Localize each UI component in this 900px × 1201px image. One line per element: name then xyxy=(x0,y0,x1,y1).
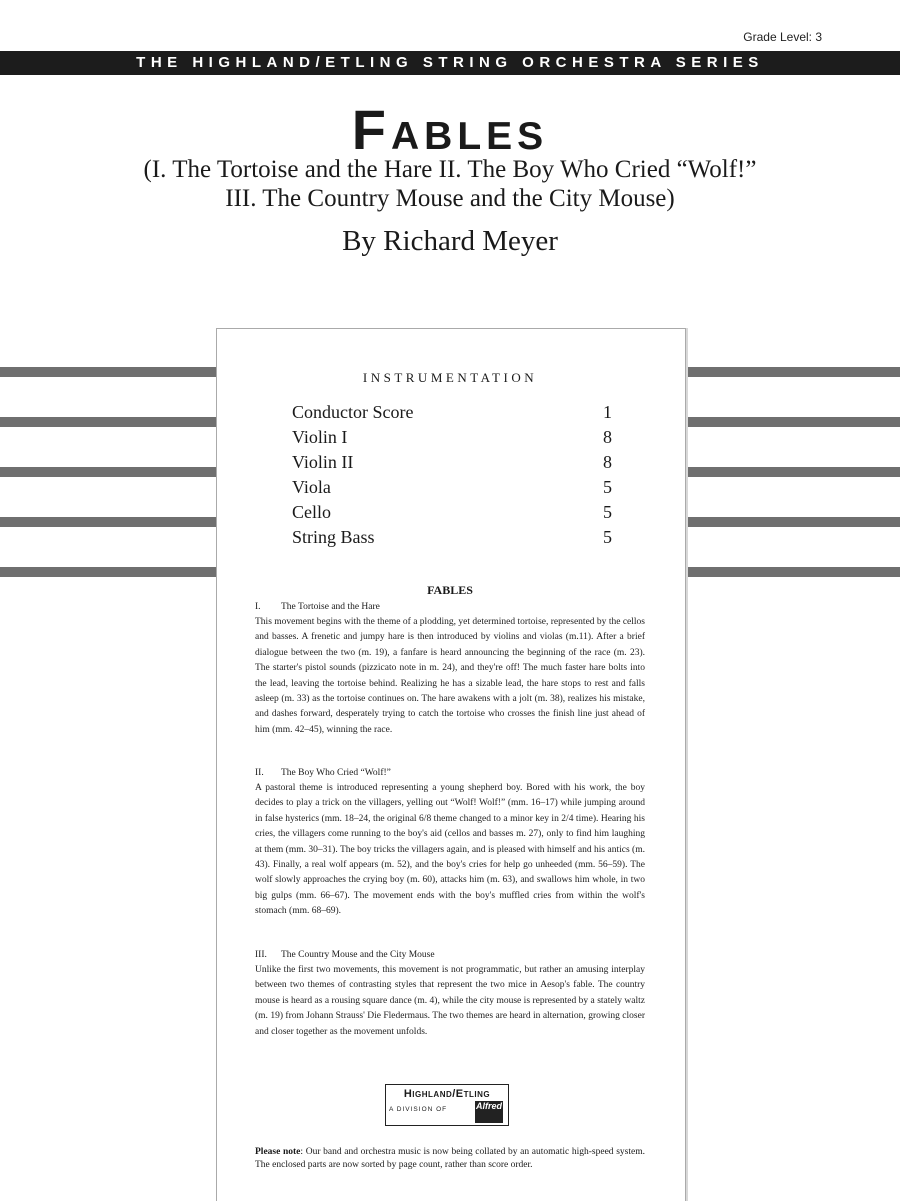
series-banner: THE HIGHLAND/ETLING STRING ORCHESTRA SERIES xyxy=(0,51,900,75)
instrumentation-heading: INSTRUMENTATION xyxy=(362,370,538,385)
subtitle-line-1: (I. The Tortoise and the Hare II. The Boy Who Cried “Wolf!” xyxy=(143,156,757,183)
instrument-row xyxy=(292,402,612,427)
logo-division-text: A DIVISION OF xyxy=(389,1106,448,1113)
staff-stripe xyxy=(0,567,216,577)
logo-publisher-name: Highland/Etling xyxy=(403,1088,491,1100)
instrument-row xyxy=(292,502,612,527)
staff-stripe xyxy=(686,517,900,527)
page-title: Fables xyxy=(351,98,549,161)
instrument-name: Violin I xyxy=(292,427,348,447)
movement-heading xyxy=(255,602,380,612)
instrument-quantity: 5 xyxy=(603,477,612,497)
instrument-quantity: 8 xyxy=(603,452,612,472)
movement-title: The Country Mouse and the City Mouse xyxy=(281,950,435,960)
instrument-name: Conductor Score xyxy=(292,402,414,422)
grade-level: Grade Level: 3 xyxy=(743,30,822,44)
movement-subtitle xyxy=(0,155,900,213)
note-text: : Our band and orchestra music is now being collated by an automatic high-speed system. The enclosed parts are now sorted by page count, rather than score order. xyxy=(255,1147,645,1170)
instrument-name: Violin II xyxy=(292,452,354,472)
movement-numeral: I. xyxy=(255,602,261,612)
instrument-quantity: 8 xyxy=(603,427,612,447)
instrument-row xyxy=(292,427,612,452)
instrument-name: String Bass xyxy=(292,527,375,547)
staff-stripe xyxy=(0,467,216,477)
movement-numeral: III. xyxy=(255,950,267,960)
movement-heading xyxy=(255,950,435,960)
movement-title: The Tortoise and the Hare xyxy=(281,602,380,612)
subtitle-line-2: III. The Country Mouse and the City Mouse) xyxy=(225,185,675,212)
instrument-name: Cello xyxy=(292,502,331,522)
staff-stripe xyxy=(686,417,900,427)
movement-title: The Boy Who Cried “Wolf!” xyxy=(281,768,391,778)
staff-stripe xyxy=(686,567,900,577)
instrument-quantity: 5 xyxy=(603,527,612,547)
staff-stripe xyxy=(686,467,900,477)
alfred-logo-icon: Alfred xyxy=(475,1101,503,1123)
movement-description: Unlike the first two movements, this movement is not programmatic, but rather an amusing interplay between two themes of contrasting styles that represent the two mice in Aesop's fable. The country mouse is heard as a rousing square dance (m. 4), while the city mouse is represented by a stately waltz (m. 19) from Johann Strauss' Die Fledermaus. The two themes are heard in alternation, growing closer and closer together as the movement unfolds. xyxy=(255,965,645,1037)
staff-stripe xyxy=(0,417,216,427)
staff-stripe xyxy=(0,367,216,377)
staff-stripe xyxy=(0,517,216,527)
movement-numeral: II. xyxy=(255,768,264,778)
program-notes-heading: FABLES xyxy=(427,583,473,597)
instrument-name: Viola xyxy=(292,477,331,497)
collation-note xyxy=(255,1146,645,1172)
instrument-row xyxy=(292,527,612,552)
instrument-quantity: 1 xyxy=(603,402,612,422)
composer: By Richard Meyer xyxy=(342,225,558,257)
publisher-logo xyxy=(385,1084,513,1132)
note-label: Please note xyxy=(255,1147,301,1157)
instrument-row xyxy=(292,477,612,502)
movement-description: A pastoral theme is introduced representing a young shepherd boy. Bored with his work, the boy decides to play a trick on the villagers, yelling out “Wolf! Wolf!” (mm. 16–17) while jumping around in false hysterics (mm. 18–24, the original 6/8 theme changed to a minor key in 2/4 time). Hearing his cries, the villagers come running to the boy's aid (cellos and basses m. 27), only to find him laughing at them (mm. 30–31). The boy tricks the villagers again, and is pleased with himself and his antics (m. 43). Finally, a real wolf appears (m. 52), and the boy's cries for help go unheeded (mm. 56–59). The wolf slowly approaches the crying boy (m. 60), attacks him (m. 63), and swallows him whole, in two big gulps (mm. 66–67). The movement ends with the boy's muffled cries from within the wolf's stomach (mm. 68–69). xyxy=(255,783,645,917)
movement-description: This movement begins with the theme of a plodding, yet determined tortoise, represented by the cellos and basses. A frenetic and jumpy hare is then introduced by violins and violas (m.11). After a brief dialogue between the two (m. 19), a fanfare is heard announcing the beginning of the race (m. 23). The starter's pistol sounds (pizzicato note in m. 24), and they're off! The much faster hare bolts into the lead, leaving the tortoise behind. Realizing he has a sizable lead, the hare stops to rest and falls asleep (m. 33) as the tortoise continues on. The hare awakens with a jolt (m. 38), realizes his mistake, and dashes forward, desperately trying to catch the tortoise who crosses the finish line just ahead of him (mm. 42–45), winning the race. xyxy=(255,617,645,735)
instrument-quantity: 5 xyxy=(603,502,612,522)
staff-stripe xyxy=(686,367,900,377)
instrument-row xyxy=(292,452,612,477)
movement-heading xyxy=(255,768,391,778)
